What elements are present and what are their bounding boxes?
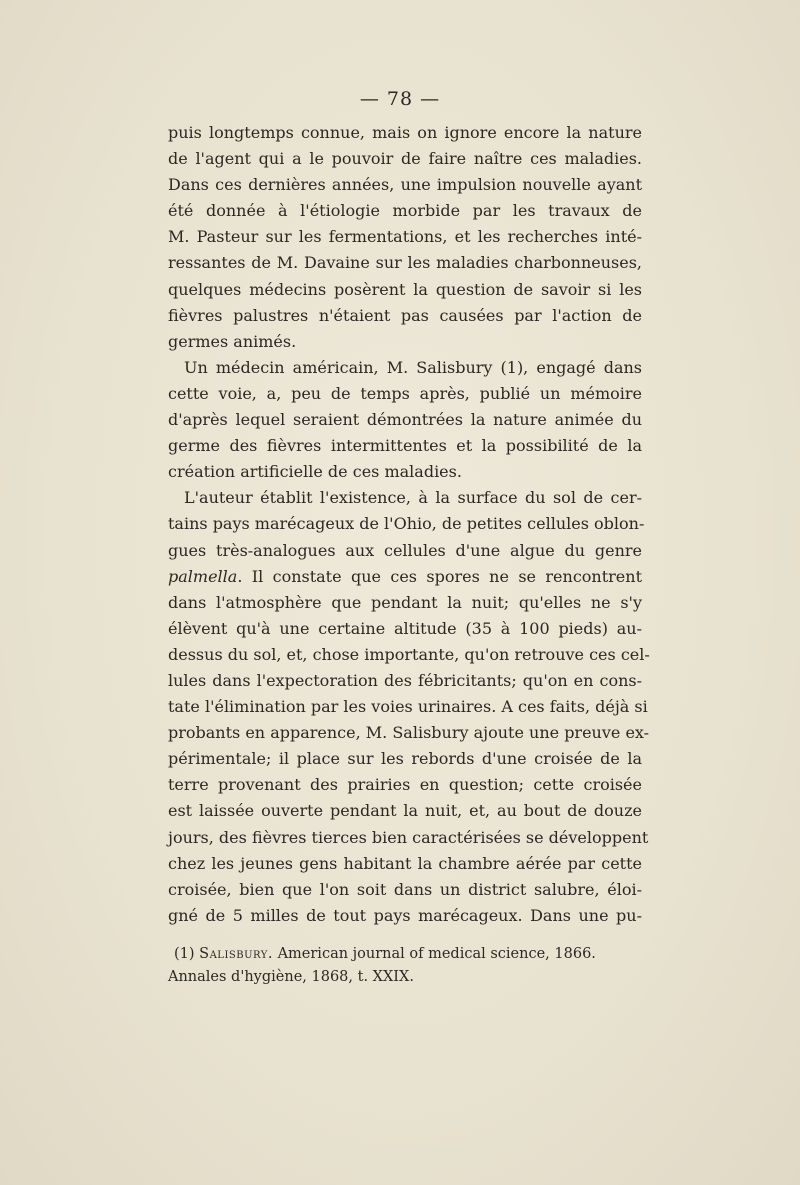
text-line: chez les jeunes gens habitant la chambre aérée par cette bbox=[168, 853, 642, 873]
text-line: été donnée à l'étiologie morbide par les travaux de bbox=[168, 201, 642, 221]
footnote-citation: American journal of medical science, 1866. bbox=[277, 946, 596, 962]
text-line: création artificielle de ces maladies. bbox=[168, 462, 462, 482]
text-line: germe des fièvres intermittentes et la possibilité de la bbox=[168, 436, 642, 456]
page-number: — 78 — bbox=[359, 88, 441, 110]
footnote-line: Annales d'hygiène, 1868, t. XXIX. bbox=[168, 969, 414, 985]
text-line: tate l'élimination par les voies urinaires. A ces faits, déjà si bbox=[168, 697, 648, 717]
text-line: quelques médecins posèrent la question de savoir si les bbox=[168, 279, 642, 299]
text-line: élèvent qu'à une certaine altitude (35 à 100 pieds) au- bbox=[168, 618, 642, 638]
text-line: dessus du sol, et, chose importante, qu'on retrouve ces cel- bbox=[168, 644, 650, 664]
text-line: croisée, bien que l'on soit dans un district salubre, éloi- bbox=[168, 879, 642, 899]
text-line-italic-start: palmella. Il constate que ces spores ne se rencontrent bbox=[168, 566, 642, 586]
text-line: M. Pasteur sur les fermentations, et les recherches inté- bbox=[168, 227, 642, 247]
text-line: gné de 5 milles de tout pays marécageux. Dans une pu- bbox=[168, 905, 642, 925]
text-line: Un médecin américain, M. Salisbury (1), engagé dans bbox=[184, 357, 642, 377]
text-line: probants en apparence, M. Salisbury ajoute une preuve ex- bbox=[168, 723, 650, 743]
text-line: tains pays marécageux de l'Ohio, de petites cellules oblon- bbox=[168, 514, 645, 534]
text-line: lules dans l'expectoration des fébricitants; qu'on en cons- bbox=[168, 670, 642, 690]
text-line: cette voie, a, peu de temps après, publié un mémoire bbox=[168, 383, 642, 403]
text-line: ressantes de M. Davaine sur les maladies charbonneuses, bbox=[168, 253, 642, 273]
text-line: gues très-analogues aux cellules d'une algue du genre bbox=[168, 540, 642, 560]
text-line: jours, des fièvres tierces bien caractérisées se développent bbox=[168, 827, 649, 847]
text-line: périmentale; il place sur les rebords d'une croisée de la bbox=[168, 749, 642, 769]
footnote bbox=[168, 943, 648, 989]
text-line: de l'agent qui a le pouvoir de faire naître ces maladies. bbox=[168, 149, 642, 169]
text-line: d'après lequel seraient démontrées la nature animée du bbox=[168, 410, 642, 430]
text-line: terre provenant des prairies en question; cette croisée bbox=[168, 775, 642, 795]
footnote-line bbox=[168, 943, 648, 966]
text-line: dans l'atmosphère que pendant la nuit; qu'elles ne s'y bbox=[168, 592, 642, 612]
text-line: puis longtemps connue, mais on ignore encore la nature bbox=[168, 123, 642, 142]
text-line: L'auteur établit l'existence, à la surface du sol de cer- bbox=[184, 488, 642, 508]
body-text bbox=[168, 120, 650, 929]
text-line: est laissée ouverte pendant la nuit, et, au bout de douze bbox=[168, 801, 642, 821]
footnote-author: Salisbury. bbox=[199, 946, 273, 962]
footnote-marker: (1) bbox=[174, 946, 195, 962]
text-line: germes animés. bbox=[168, 331, 297, 351]
text-line: fièvres palustres n'étaient pas causées par l'action de bbox=[168, 305, 642, 325]
text-line: Dans ces dernières années, une impulsion nouvelle ayant bbox=[168, 175, 642, 195]
